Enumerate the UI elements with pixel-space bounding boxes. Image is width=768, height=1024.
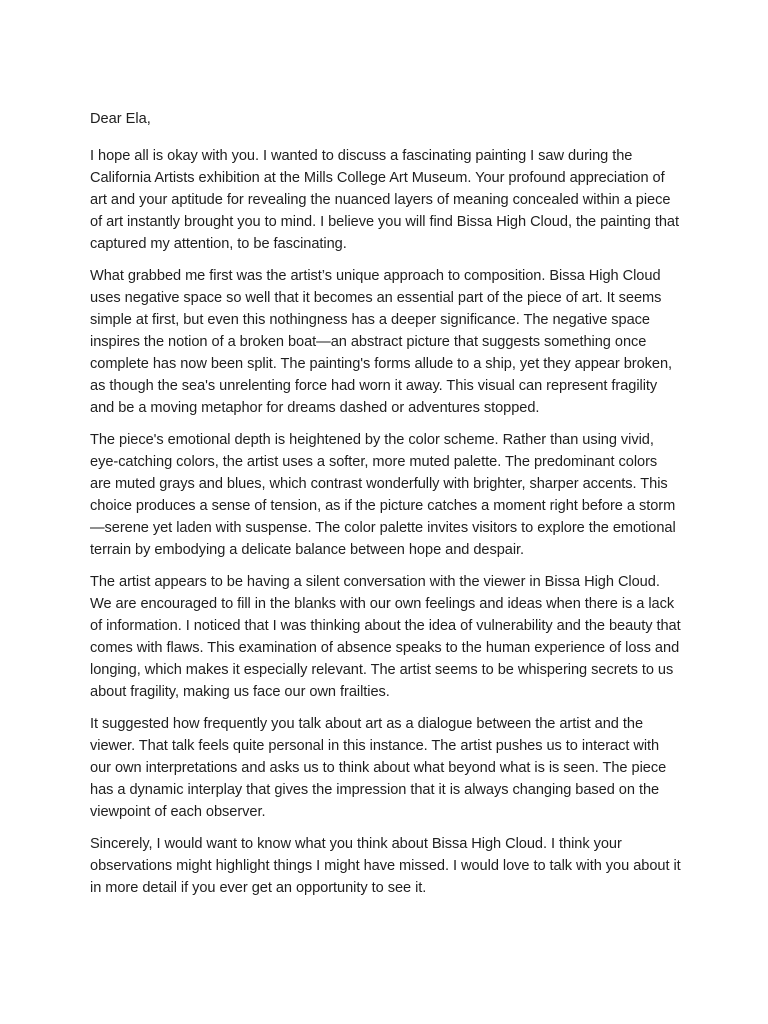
paragraph-color-scheme: The piece's emotional depth is heightened by the color scheme. Rather than using vivid, eye-catching colors, the artist uses a softer, more muted palette. The predominant colors are muted grays and blues, which contrast wonderfully with brighter, sharper accents. This choice produces a sense of tension, as if the picture catches a moment right before a storm—serene yet laden with suspense. The color palette invites visitors to explore the emotional terrain by embodying a delicate balance between hope and despair. <box>90 432 676 558</box>
paragraph-intro: I hope all is okay with you. I wanted to discuss a fascinating painting I saw during the California Artists exhibition at the Mills College Art Museum. Your profound appreciation of art and your aptitude for revealing the nuanced layers of meaning concealed within a piece of art instantly brought you to mind. I believe you will find Bissa High Cloud, the painting that captured my attention, to be fascinating. <box>90 148 679 252</box>
paragraph-dialogue: It suggested how frequently you talk about art as a dialogue between the artist and the viewer. That talk feels quite personal in this instance. The artist pushes us to interact with our own interpretations and asks us to think about what beyond what is is seen. The piece has a dynamic interplay that gives the impression that it is always changing based on the viewpoint of each observer. <box>90 716 667 820</box>
paragraph-composition: What grabbed me first was the artist’s unique approach to composition. Bissa High Cloud uses negative space so well that it becomes an essential part of the piece of art. It seems simple at first, but even this nothingness has a deeper significance. The negative space inspires the notion of a broken boat—an abstract picture that suggests something once complete has now been split. The painting's forms allude to a ship, yet they appear broken, as though the sea's unrelenting force had worn it away. This visual can represent fragility and be a moving metaphor for dreams dashed or adventures stopped. <box>90 268 673 416</box>
paragraph-closing: Sincerely, I would want to know what you think about Bissa High Cloud. I think your observations might highlight things I might have missed. I would love to talk with you about it in more detail if you ever get an opportunity to see it. <box>90 836 681 896</box>
paragraph-conversation: The artist appears to be having a silent conversation with the viewer in Bissa High Cloud. We are encouraged to fill in the blanks with our own feelings and ideas when there is a lack of information. I noticed that I was thinking about the idea of vulnerability and the beauty that comes with flaws. This examination of absence speaks to the human experience of loss and longing, which makes it especially relevant. The artist seems to be whispering secrets to us about fragility, making us face our own frailties. <box>90 574 681 700</box>
letter-body <box>90 108 682 909</box>
salutation: Dear Ela, <box>90 111 151 127</box>
